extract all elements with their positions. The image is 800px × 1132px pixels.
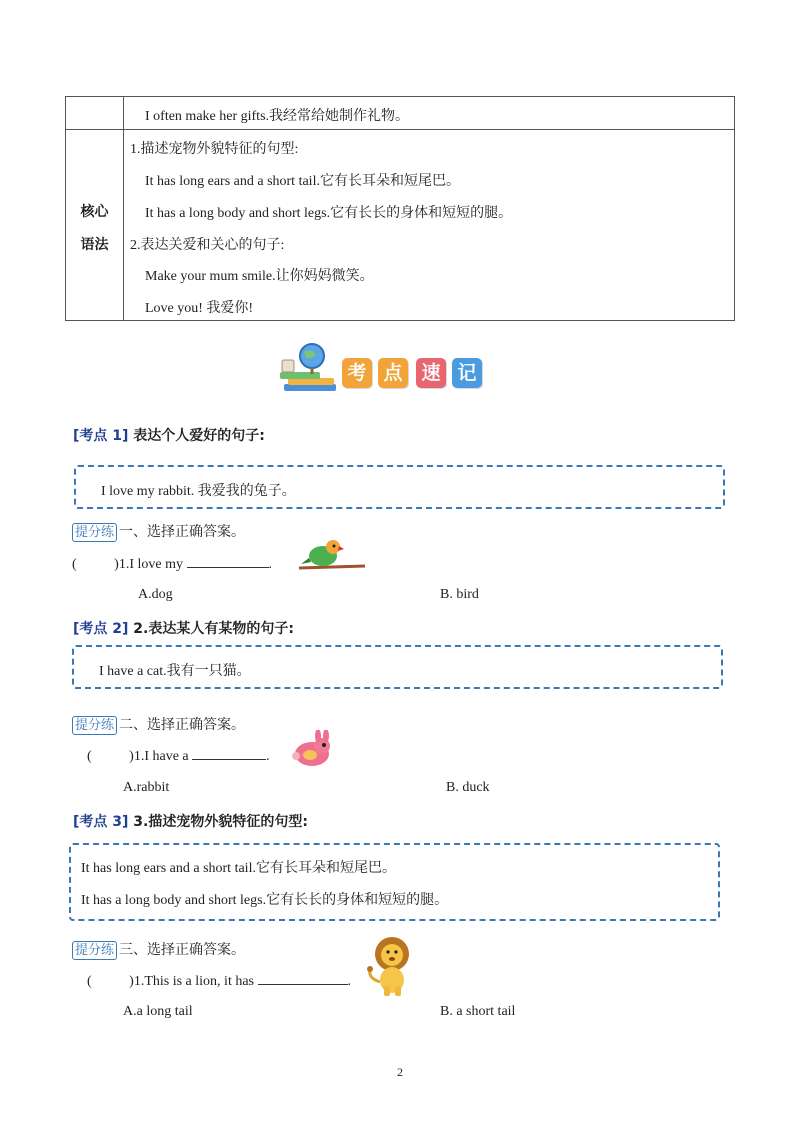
banner-char-4: 记 [452, 358, 482, 388]
table-line: 1.描述宠物外貌特征的句型: [130, 142, 299, 157]
question-end: . [347, 974, 351, 989]
table-divider [66, 129, 734, 130]
fill-in-blank[interactable] [192, 747, 266, 760]
table-line: It has a long body and short legs.它有长长的身体和短短的腿。 [145, 206, 513, 221]
practice-title: 二、选择正确答案。 [119, 717, 246, 733]
section-title: 2.表达某人有某物的句子: [133, 621, 294, 637]
practice-badge: 提分练 [72, 716, 117, 735]
parrot-icon [297, 536, 367, 572]
section-tag: [考点 3] [73, 814, 129, 830]
section-heading-3 [73, 811, 308, 831]
rabbit-icon [288, 730, 336, 770]
section-banner [278, 340, 488, 396]
table-column-divider [123, 97, 124, 320]
table-row2-label-line2: 语法 [80, 237, 109, 253]
option-a[interactable]: A.dog [138, 587, 173, 602]
example-sentence: It has a long body and short legs.它有长长的身体和短短的腿。 [81, 893, 449, 908]
section-title: 表达个人爱好的句子: [133, 428, 265, 444]
example-sentence: It has long ears and a short tail.它有长耳朵和短尾巴。 [81, 861, 396, 876]
example-sentence: I have a cat.我有一只猫。 [99, 664, 251, 679]
grammar-table [65, 96, 735, 321]
table-row2-label-line1: 核心 [80, 204, 109, 220]
table-line: It has long ears and a short tail.它有长耳朵和短尾巴。 [145, 174, 460, 189]
answer-paren: ( [87, 974, 92, 989]
section-title: 3.描述宠物外貌特征的句型: [133, 814, 308, 830]
question-1 [72, 555, 272, 573]
practice-title: 三、选择正确答案。 [119, 942, 246, 958]
question-3 [87, 972, 351, 990]
globe-books-icon [278, 340, 344, 396]
practice-badge: 提分练 [72, 941, 117, 960]
question-text: )1.This is a lion, it has [129, 974, 254, 989]
option-b[interactable]: B. a short tail [440, 1004, 516, 1019]
table-row1-text: I often make her gifts.我经常给她制作礼物。 [145, 109, 410, 124]
answer-paren: ( [72, 557, 77, 572]
question-text: )1.I have a [129, 749, 189, 764]
example-box-3 [69, 843, 720, 921]
example-sentence: I love my rabbit. 我爱我的兔子。 [101, 484, 296, 499]
section-tag: [考点 2] [73, 621, 129, 637]
table-line: 2.表达关爱和关心的句子: [130, 238, 285, 253]
question-2 [87, 747, 270, 765]
fill-in-blank[interactable] [187, 555, 269, 568]
section-heading-2 [73, 618, 294, 638]
practice-title: 一、选择正确答案。 [119, 524, 246, 540]
example-box-2 [72, 645, 723, 689]
practice-heading-1 [72, 521, 245, 542]
table-line: Make your mum smile.让你妈妈微笑。 [145, 269, 374, 284]
question-end: . [268, 557, 272, 572]
practice-heading-3 [72, 939, 245, 960]
banner-char-3: 速 [416, 358, 446, 388]
lion-icon [362, 934, 418, 998]
option-a[interactable]: A.rabbit [123, 780, 170, 795]
question-text: )1.I love my [114, 557, 183, 572]
answer-paren: ( [87, 749, 92, 764]
page-number: 2 [397, 1065, 403, 1079]
option-a[interactable]: A.a long tail [123, 1004, 193, 1019]
example-box-1 [74, 465, 725, 509]
fill-in-blank[interactable] [258, 972, 348, 985]
option-b[interactable]: B. duck [446, 780, 490, 795]
section-heading-1 [73, 425, 265, 445]
table-line: Love you! 我爱你! [145, 301, 254, 316]
banner-char-1: 考 [342, 358, 372, 388]
banner-char-2: 点 [378, 358, 408, 388]
practice-heading-2 [72, 714, 245, 735]
section-tag: [考点 1] [73, 428, 129, 444]
option-b[interactable]: B. bird [440, 587, 479, 602]
question-end: . [266, 749, 270, 764]
practice-badge: 提分练 [72, 523, 117, 542]
